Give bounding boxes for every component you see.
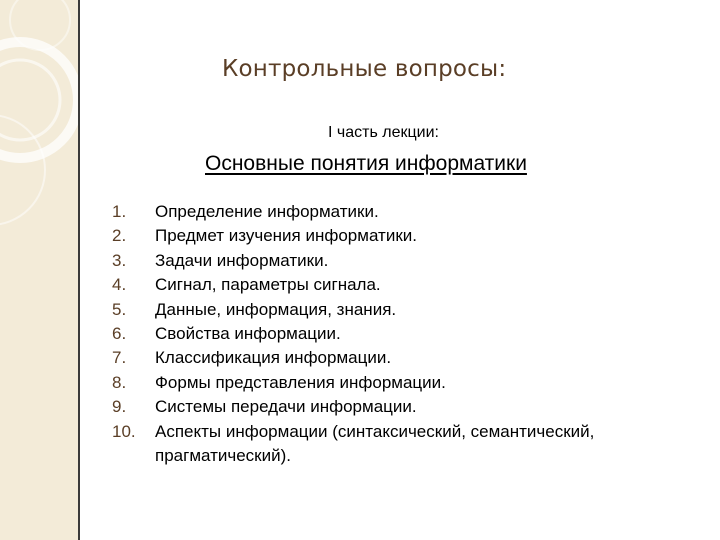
item-number: 1. (112, 202, 127, 221)
list-item (112, 420, 692, 469)
list-item (112, 395, 692, 419)
list-item (112, 371, 692, 395)
item-text: Системы передачи информации. (155, 397, 417, 417)
item-number: 4. (112, 275, 127, 295)
item-text: Аспекты информации (синтаксический, семантический, прагматический). (155, 421, 595, 466)
list-item (112, 346, 692, 370)
questions-list (112, 200, 692, 468)
item-text: Данные, информация, знания. (155, 299, 397, 319)
item-number: 2. (112, 226, 127, 246)
item-number: 9. (112, 397, 127, 417)
item-text: Сигнал, параметры сигнала. (155, 275, 381, 295)
list-item (112, 298, 692, 322)
item-text: Задачи информатики. (155, 250, 329, 270)
list-item (112, 224, 692, 248)
item-text: Классификация информации. (155, 348, 392, 368)
item-number: 10. (112, 421, 136, 441)
item-text: Свойства информации. (155, 324, 341, 344)
list-item (112, 322, 692, 346)
side-divider (78, 0, 80, 540)
decorative-circles (0, 0, 78, 540)
item-number: 7. (112, 348, 127, 368)
list-item (112, 249, 692, 273)
item-text: Предмет изучения информатики. (155, 226, 417, 246)
decorative-side-panel (0, 0, 78, 540)
slide-title: Контрольные вопросы: (222, 56, 507, 82)
section-heading: Основные понятия информатики (205, 152, 527, 175)
list-item (112, 200, 692, 224)
item-number: 6. (112, 324, 127, 344)
list-item (112, 273, 692, 297)
item-number: 5. (112, 299, 127, 319)
lecture-part-label: I часть лекции: (328, 124, 439, 141)
item-text: Формы представления информации. (155, 372, 446, 392)
item-number: 3. (112, 250, 127, 270)
item-number: 8. (112, 372, 127, 392)
item-text: Определение информатики. (155, 202, 379, 221)
